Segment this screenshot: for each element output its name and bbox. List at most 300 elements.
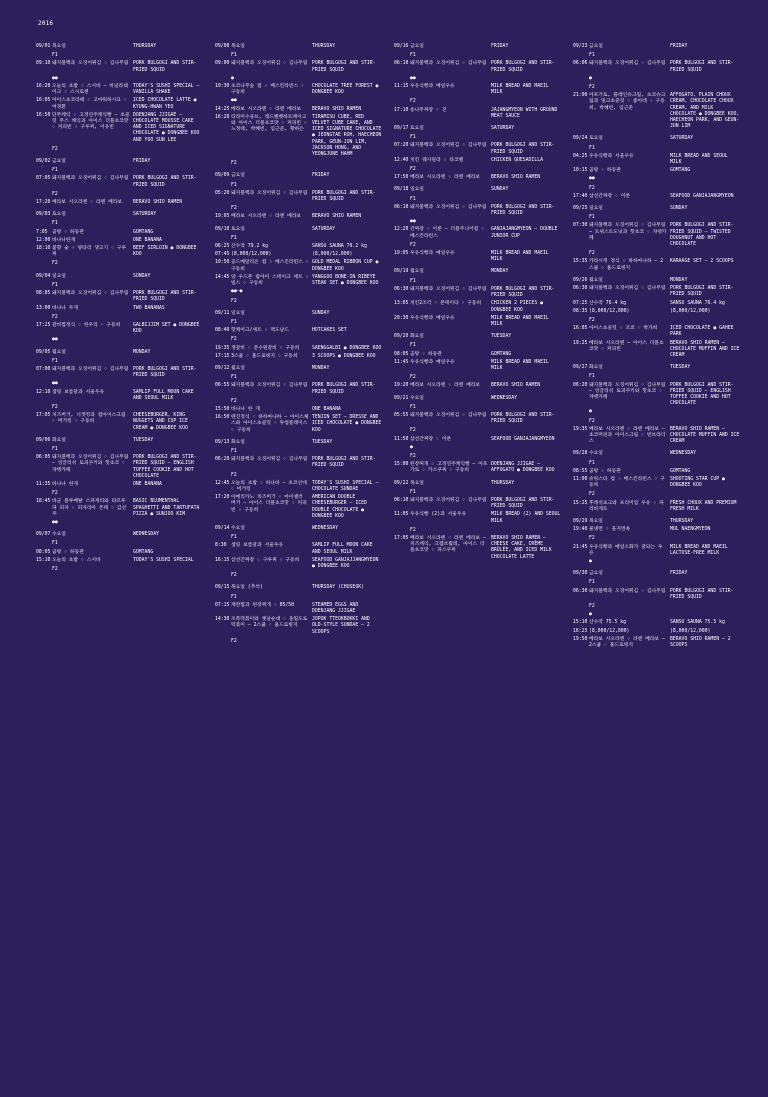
- entry-english: [670, 215, 740, 221]
- entry-time: 19:35: [573, 426, 588, 432]
- entry-time: [573, 461, 589, 467]
- entry-english: [133, 315, 203, 321]
- entry-english: [670, 318, 740, 324]
- entry-korean: F2: [231, 161, 237, 167]
- diary-entry: [573, 215, 740, 221]
- entry-korean: F2: [589, 604, 595, 610]
- entry-english: PORK BULGOGI AND STIR-FRIED SQUID: [491, 286, 555, 299]
- entry-time: 10:30: [215, 84, 230, 90]
- diary-entry: [394, 498, 561, 510]
- entry-time: 09/02: [36, 159, 51, 165]
- entry-time: 12:10: [36, 389, 51, 395]
- entry-korean: 돼지볼백과 오징어튀김 ♢ 김나무림: [410, 412, 487, 418]
- diary-entry: [573, 409, 740, 415]
- entry-korean: ●: [589, 559, 592, 564]
- entry-time: 09/07: [36, 532, 51, 538]
- entry-time: [36, 359, 52, 365]
- entry-korean: F2: [410, 527, 416, 533]
- day-header: [215, 440, 382, 446]
- entry-english: SEAFOOD GANJAJJANGMYEON ● DONGBEE KOO: [312, 557, 379, 569]
- diary-entry: [573, 427, 740, 446]
- entry-time: 08:55: [573, 468, 588, 474]
- entry-time: 19:35: [215, 345, 230, 351]
- entry-korean: 월요일: [410, 269, 424, 275]
- entry-time: 06:55: [215, 383, 230, 389]
- diary-column: [36, 44, 203, 651]
- diary-entry: [573, 629, 740, 635]
- entry-time: 09/25: [573, 206, 588, 212]
- entry-english: THURSDAY: [491, 480, 515, 486]
- diary-entry: [394, 360, 561, 372]
- diary-entry: [573, 580, 740, 586]
- entry-english: [670, 559, 740, 565]
- entry-english: TUESDAY: [312, 439, 333, 445]
- entry-time: 09/26: [573, 277, 588, 283]
- entry-korean: ●●—●: [231, 289, 243, 295]
- diary-entry: [215, 252, 382, 258]
- entry-korean: 슈팅스타 컵 ♢ 베스킨라빈스 ♢ 구동희: [589, 476, 665, 489]
- entry-english: SANSU SAUNA 75.5 kg: [670, 620, 725, 626]
- diary-entry: [215, 236, 382, 242]
- entry-korean: 바군 볼루메탈 스파게티와 타르투파 피자 ♢ 피자리아 몬테 ♢ 김선주: [52, 499, 127, 517]
- diary-entry: [394, 135, 561, 141]
- entry-korean: 샘링 보름달과 서울우유: [52, 389, 105, 395]
- entry-korean: 베라보 시오라멘 ♢ 라멘 베라보: [410, 383, 481, 389]
- diary-entry: [36, 76, 203, 82]
- diary-entry: [215, 244, 382, 250]
- entry-english: SUNDAY: [670, 206, 688, 212]
- entry-time: [394, 428, 410, 434]
- entry-english: SATURDAY: [133, 212, 157, 218]
- diary-column: [394, 44, 561, 651]
- entry-english: PORK BULGOGI AND STIR-FRIED SQUID: [491, 412, 555, 425]
- diary-entry: [36, 221, 203, 227]
- diary-entry: [573, 419, 740, 425]
- entry-time: [394, 343, 410, 349]
- entry-english: TIRAMISU CUBE, RED VELVET CUBE CAKE, AND ICED SIGNATURE CHOCOLATE ● JEONGTAE ROH, HAECHEON PARK, GEUN-JUN LIM, JACKSON HONG, AND YEONGJUNE HAHM: [312, 114, 382, 158]
- diary-entry: [573, 251, 740, 257]
- entry-english: [133, 381, 203, 387]
- entry-time: [36, 541, 52, 547]
- entry-korean: 돼지볼백과 오징어튀김 ♢ 김나무림: [52, 61, 129, 67]
- day-header: [394, 396, 561, 402]
- entry-english: [491, 279, 561, 285]
- diary-entry: [36, 381, 203, 387]
- entry-korean: 월요일: [52, 349, 66, 355]
- entry-time: 14:45: [215, 274, 230, 280]
- entry-english: [133, 491, 203, 497]
- diary-entry: [394, 343, 561, 349]
- diary-entry: [394, 108, 561, 120]
- entry-time: 06:06: [573, 61, 588, 67]
- entry-time: [573, 559, 589, 565]
- entry-english: CHOCOLATE TREE FOREST ● DONGBEE KOO: [312, 84, 379, 96]
- entry-korean: F1: [589, 53, 595, 59]
- entry-korean: F1: [231, 235, 237, 241]
- entry-english: [491, 197, 561, 203]
- entry-english: [312, 98, 382, 104]
- entry-korean: F2: [231, 337, 237, 343]
- diary-entry: [36, 291, 203, 303]
- diary-entry: [394, 219, 561, 225]
- entry-korean: F2: [589, 492, 595, 498]
- diary-entry: [394, 205, 561, 217]
- entry-time: 09/12: [215, 365, 230, 371]
- entry-time: [394, 528, 410, 534]
- entry-korean: 아이스초콜릿 ♢ 조쿄 ♢ 박가희: [589, 326, 658, 332]
- entry-english: [670, 580, 740, 586]
- entry-korean: 티라미수큐브, 레드벨벳하트케이크와 아이스 더블초코맛 ♢ 커피빈 ♢ 노정태, 박혜빈, 임근준, 황하은: [231, 114, 307, 133]
- entry-time: [36, 567, 52, 573]
- diary-entry: [215, 535, 382, 541]
- entry-english: [312, 473, 382, 479]
- entry-english: [491, 454, 561, 460]
- entry-english: SUNDAY: [491, 187, 509, 193]
- entry-korean: F1: [589, 580, 595, 586]
- entry-english: [312, 320, 382, 326]
- entry-english: BASIC BLUMENTHAL SPAGHETTI AND TARTUFATA PIZZA ● SUNJOO KIM: [133, 499, 200, 517]
- entry-time: 11:50: [394, 436, 409, 442]
- entry-english: SHOOTING STAR CUP ● DONGBEE KOO: [670, 476, 725, 489]
- entry-korean: 금요일: [410, 44, 424, 49]
- entry-time: 16:50: [215, 415, 230, 421]
- entry-english: BERAVO SHIO RAMEN – CHOCOLATE MUFFIN AND ICE CREAM: [670, 340, 740, 358]
- entry-korean: 토요일: [231, 226, 245, 232]
- entry-korean: 금요일: [231, 173, 245, 179]
- entry-time: 07:30: [573, 223, 588, 229]
- diary-entry: [215, 260, 382, 272]
- entry-time: 09/16: [394, 44, 409, 49]
- diary-entry: [394, 167, 561, 173]
- entry-korean: 금요일: [589, 44, 603, 49]
- diary-entry: [394, 536, 561, 561]
- entry-time: [573, 492, 589, 498]
- diary-entry: [394, 352, 561, 358]
- diary-entry: [573, 301, 740, 307]
- entry-korean: 우유식빵 (2)과 서울우유: [410, 512, 467, 518]
- entry-english: CHEESEBURGER, KING NUGGETS AND CUP ICE CREAM ● DONGBEE KOO: [133, 413, 188, 431]
- entry-time: 15:10: [573, 620, 588, 626]
- entry-korean: 아메리카노 치즈버거 ♢ 마이셀러 버거 – 아이스 더블초코맛 ♢ 커피빈 ♢ 구동희: [231, 495, 307, 513]
- entry-english: HOTCAKES SET: [312, 328, 347, 334]
- entry-korean: 산수작 76.4 kg: [589, 300, 627, 306]
- diary-entry: [394, 158, 561, 164]
- entry-time: 09/24: [573, 136, 588, 142]
- entry-english: ICED CHOCOLATE ● GAHEE PARK: [670, 326, 734, 338]
- entry-time: 19:50: [573, 636, 588, 642]
- entry-time: 11:45: [394, 359, 409, 365]
- diary-entry: [215, 457, 382, 469]
- entry-time: 06:30: [573, 588, 588, 594]
- entry-english: SAMLIP FULL MOON CAKE AND SEOUL MILK: [133, 389, 194, 401]
- diary-entry: [573, 527, 740, 533]
- entry-english: GALBIJJIM SET ● DONGBEE KOO: [133, 322, 200, 335]
- entry-english: [312, 595, 382, 601]
- entry-korean: 토요일: [410, 126, 424, 132]
- entry-time: 16:50: [36, 112, 51, 118]
- entry-time: 05:55: [394, 412, 409, 418]
- entry-english: PORK BULGOGI AND STIR-FRIED SQUID: [133, 291, 197, 303]
- diary-entry: [215, 214, 382, 220]
- entry-time: 07:45: [215, 252, 230, 258]
- day-header: [573, 278, 740, 284]
- entry-time: [215, 76, 231, 82]
- entry-korean: 돼지볼백과 오징어튀김 ♢ 김나무림: [410, 204, 487, 210]
- entry-english: WEDNESDAY: [133, 532, 159, 538]
- entry-korean: F2: [410, 428, 416, 434]
- entry-korean: ●●: [52, 381, 58, 387]
- diary-entry: [215, 337, 382, 343]
- entry-english: TUESDAY: [670, 365, 691, 371]
- entry-korean: 토요일: [52, 212, 66, 218]
- diary-entry: [573, 341, 740, 360]
- diary-entry: [394, 175, 561, 181]
- entry-english: MILK BREAD AND MAEIL MILK: [491, 251, 549, 263]
- entry-time: [573, 53, 589, 59]
- entry-korean: 바나나 한개: [52, 481, 79, 487]
- entry-korean: F2: [410, 453, 416, 459]
- entry-time: [573, 536, 589, 542]
- diary-entry: [394, 143, 561, 155]
- entry-english: BERAVO SHIO RAMEN: [491, 175, 541, 181]
- diary-entry: [394, 413, 561, 425]
- entry-korean: 돼지볼백과 오징어튀김 ♢ 김나무림 – 잉글리쉬 토피쿠키와 핫초코 ♢ 쟈뎅카페: [589, 382, 666, 400]
- diary-entry: [573, 76, 740, 82]
- entry-english: PORK BULGOGI AND STIR-FRIED SQUID: [491, 143, 555, 155]
- diary-entry: [394, 462, 561, 474]
- diary-entry: [215, 320, 382, 326]
- diary-entry: [36, 246, 203, 258]
- entry-korean: F2: [410, 242, 416, 248]
- entry-english: [133, 447, 203, 453]
- entry-english: [133, 76, 203, 82]
- entry-time: [36, 315, 52, 321]
- entry-english: BERAVO SHIO RAMEN – 2 SCOOPS: [670, 636, 731, 649]
- entry-korean: 화요일: [52, 437, 66, 443]
- entry-korean: 물냉면 ♢ 을지면옥: [589, 527, 631, 533]
- entry-korean: F2: [52, 404, 58, 410]
- entry-korean: 곰탕 ♢ 하동관: [52, 229, 84, 235]
- entry-english: PORK BULGOGI AND STIR-FRIED SQUID: [312, 61, 376, 73]
- entry-korean: 우유식빵과 서울우유: [589, 153, 634, 159]
- entry-korean: F1: [52, 541, 58, 547]
- entry-time: 08:40: [215, 328, 230, 334]
- diary-entry: [394, 383, 561, 389]
- entry-english: BERAVO SHIO RAMEN: [312, 106, 362, 112]
- diary-entry: [573, 146, 740, 152]
- entry-time: 08:05: [36, 549, 51, 555]
- entry-english: WEDNESDAY: [491, 395, 517, 401]
- entry-korean: 불향 숯 ♢ 양타리 생고기 ♢ 구루찌: [52, 246, 127, 258]
- entry-time: [215, 236, 231, 242]
- entry-time: [394, 76, 410, 82]
- entry-time: 06:25: [215, 244, 230, 250]
- entry-english: TODAY'S SUSHI SPECIAL – VANILLA SHAKE: [133, 84, 200, 96]
- entry-english: TWO BANANAS: [133, 305, 165, 311]
- diary-entry: [215, 407, 382, 413]
- entry-time: [36, 381, 52, 387]
- entry-korean: ●●: [410, 219, 416, 225]
- entry-korean: F1: [231, 448, 237, 454]
- diary-entry: [215, 595, 382, 601]
- entry-korean: 단무케익 ♢ 고정연주케익빵 – 초콜릿 무스 케익과 아이스 더블초코맛 ♢ 커피빈 ♢ 구루찌, 이유빈: [52, 112, 130, 131]
- diary-entry: [36, 98, 203, 110]
- day-header: [215, 227, 382, 233]
- entry-time: 13:00: [36, 305, 51, 311]
- entry-time: [36, 192, 52, 198]
- entry-time: 19:05: [394, 251, 409, 257]
- entry-korean: 베라보 시오라멘 ♢ 라멘 베라보: [231, 106, 302, 112]
- entry-english: [670, 409, 740, 415]
- entry-time: 09/13: [215, 439, 230, 445]
- entry-time: [36, 405, 52, 411]
- entry-korean: ●●: [52, 337, 58, 343]
- diary-entry: [215, 415, 382, 434]
- entry-english: SAMLIP FULL MOON CAKE AND SEOUL MILK: [312, 543, 373, 555]
- entry-time: [573, 419, 589, 425]
- entry-time: 17:40: [573, 193, 588, 199]
- day-header: [394, 187, 561, 193]
- entry-time: [215, 375, 231, 381]
- entry-time: 11:00: [573, 476, 588, 482]
- diary-entry: [36, 84, 203, 96]
- entry-english: BERAVO SHIO RAMEN: [133, 200, 183, 206]
- diary-entry: [36, 359, 203, 365]
- entry-time: 09/29: [573, 518, 588, 524]
- diary-entry: [573, 61, 740, 73]
- entry-korean: 베라보 시오라멘 ♢ 라멘 베라보: [410, 175, 481, 181]
- entry-korean: 일요일: [589, 206, 603, 212]
- diary-entry: [573, 85, 740, 91]
- entry-english: MILK BREAD (2) AND SEOUL MILK: [491, 512, 561, 524]
- entry-korean: ●: [589, 612, 592, 618]
- entry-time: [215, 320, 231, 326]
- entry-time: 08:05: [394, 351, 409, 357]
- entry-time: 09/22: [394, 480, 409, 486]
- diary-entry: [36, 491, 203, 497]
- entry-time: [573, 176, 589, 182]
- entry-korean: F1: [589, 215, 595, 221]
- entry-english: MUL NAENGMYEON: [670, 527, 711, 533]
- entry-time: [573, 604, 589, 610]
- entry-english: DOENJANG JJIGAE – AFFOGATO ● DONGBEE KOO: [491, 462, 555, 474]
- entry-english: 3 SCOOPS ● DONGBEE KOO: [312, 353, 376, 359]
- entry-english: MILK BREAD AND SEOUL MILK: [670, 153, 728, 166]
- entry-korean: 화요일: [231, 439, 245, 445]
- diary-entry: [573, 536, 740, 542]
- entry-korean: F2: [589, 418, 595, 424]
- entry-time: [215, 53, 231, 59]
- entry-time: 15:25: [573, 500, 588, 506]
- entry-korean: F2: [231, 573, 237, 579]
- entry-korean: F1: [410, 343, 416, 349]
- entry-korean: 오늘의 초밥 ♢ 스시바: [52, 557, 101, 563]
- entry-korean: F2: [589, 536, 595, 542]
- entry-english: (8,000/12,000): [670, 628, 711, 634]
- entry-time: 17:15: [215, 353, 230, 359]
- entry-time: [36, 337, 52, 343]
- diary-entry: [573, 620, 740, 626]
- entry-english: BERAVO SHIO RAMEN – CHEESE CAKE, CRÈME BRÛLÉE, AND ICED MILK CHOCOLATE LATTE: [491, 535, 552, 560]
- diary-entry: [394, 227, 561, 239]
- entry-korean: ●: [410, 444, 413, 450]
- diary-entry: [394, 53, 561, 59]
- day-header: [394, 269, 561, 275]
- entry-korean: 일요일: [52, 273, 66, 279]
- entry-english: JAJANGMYEON WITH GROUND MEAT SAUCE: [491, 107, 558, 119]
- entry-korean: 베라보 시오라멘 – 아이스 더블초코맛 ♢ 커피빈: [589, 340, 664, 352]
- entry-time: 09/28: [573, 451, 588, 457]
- entry-time: 12:45: [215, 480, 230, 486]
- entry-korean: 수요일: [52, 532, 66, 538]
- entry-english: TUESDAY: [491, 334, 512, 340]
- entry-english: ONE BANANA: [133, 237, 162, 243]
- diary-entry: [394, 454, 561, 460]
- entry-time: 09/19: [394, 269, 409, 275]
- entry-time: [36, 520, 52, 526]
- diary-entry: [394, 197, 561, 203]
- day-header: [573, 519, 740, 525]
- entry-korean: (8,000/12,000): [589, 628, 630, 634]
- diary-entry: [36, 405, 203, 411]
- diary-entry: [573, 637, 740, 649]
- entry-english: [670, 76, 740, 82]
- entry-time: 17:05: [36, 413, 51, 419]
- entry-time: 14:25: [215, 106, 230, 112]
- entry-korean: 바나나한개: [52, 237, 76, 243]
- entry-english: PORK BULGOGI AND STIR-FRIED SQUID: [670, 588, 734, 600]
- entry-korean: 텐진정식 ♢ 하하마나하 – 아이스체스와 아이스초콜릿 ♢ 투썸플레이스 ♢ 구동희: [231, 415, 309, 433]
- entry-english: [670, 492, 740, 498]
- day-header: [36, 438, 203, 444]
- entry-time: 09/27: [573, 365, 588, 371]
- diary-entry: [215, 399, 382, 405]
- diary-entry: [573, 186, 740, 192]
- entry-english: BERAVO SHIO RAMEN – CHOCOLATE MUFFIN AND ICE CREAM: [670, 426, 740, 445]
- entry-korean: 돼지볼백과 오징어튀김 ♢ 김나무림: [589, 61, 666, 67]
- entry-korean: F1: [52, 446, 58, 452]
- diary-entry: [215, 383, 382, 395]
- diary-entry: [36, 482, 203, 488]
- entry-english: PORK BULGOGI AND STIR-FRIED SQUID: [491, 497, 555, 510]
- entry-korean: 갈비찜정식 ♢ 한우리 ♢ 구동희: [52, 322, 121, 328]
- entry-time: 06:30: [394, 286, 409, 292]
- entry-time: 17:20: [36, 200, 51, 206]
- entry-english: [133, 405, 203, 411]
- entry-korean: F1: [410, 404, 416, 410]
- entry-korean: F2: [589, 317, 595, 323]
- entry-english: WEDNESDAY: [312, 525, 338, 531]
- entry-english: [491, 445, 561, 451]
- entry-time: [36, 447, 52, 453]
- diary-entry: [215, 543, 382, 555]
- entry-korean: F1: [410, 489, 416, 495]
- entry-time: 11:15: [394, 84, 409, 90]
- entry-time: 08:35: [573, 308, 588, 314]
- diary-entry: [36, 168, 203, 174]
- entry-english: STEAMED EGGS AND DOENJANG JJIGAE: [312, 602, 359, 615]
- entry-english: [491, 405, 561, 411]
- entry-time: [394, 135, 410, 141]
- entry-english: SAENGGALBI ● DONGBEE KOO: [312, 345, 382, 351]
- diary-entry: [394, 405, 561, 411]
- entry-english: ICED CHOCOLATE LATTE ● KYUNG-HWAN YEO: [133, 98, 197, 110]
- entry-time: 05:20: [215, 190, 230, 196]
- entry-english: PORK BULGOGI AND STIR-FRIED SQUID: [312, 383, 376, 395]
- diary-entry: [215, 289, 382, 295]
- day-header: [573, 365, 740, 371]
- entry-time: 10:15: [573, 168, 588, 174]
